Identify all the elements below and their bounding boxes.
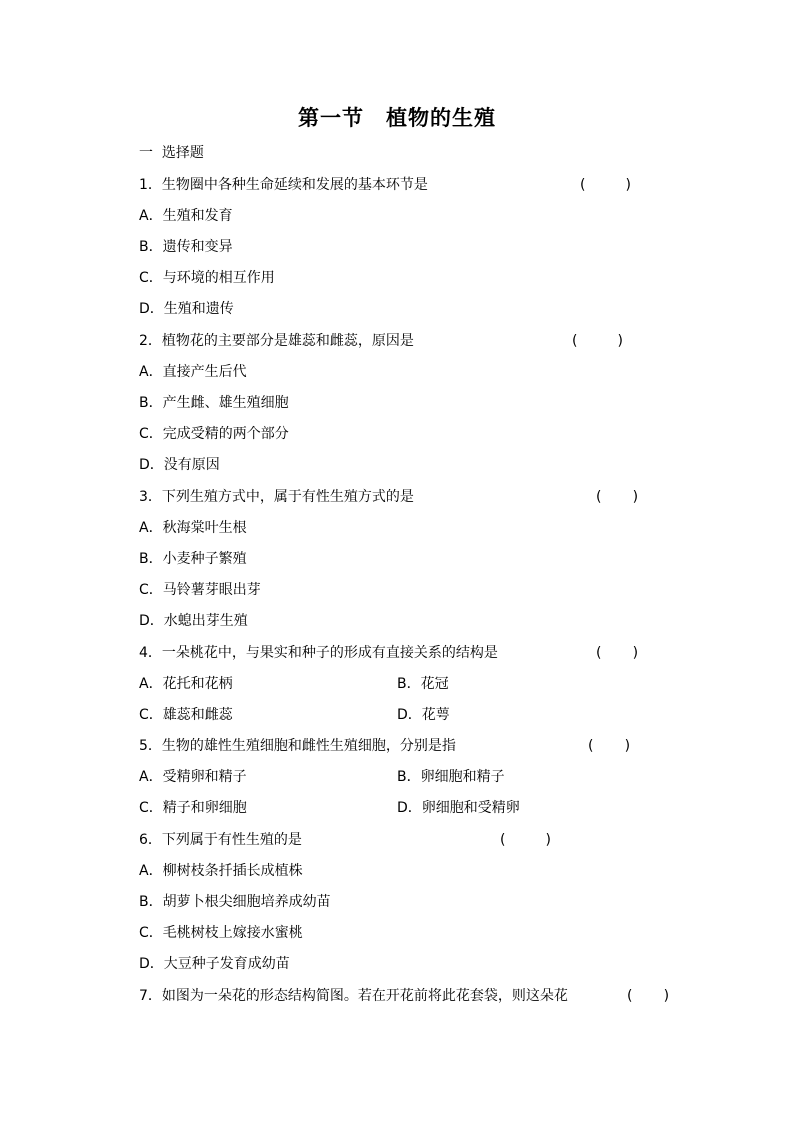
question-6-stem: 6．下列属于有性生殖的是 xyxy=(139,832,302,848)
question-5-option-a: A．受精卵和精子 xyxy=(139,769,247,785)
question-6-option-a: A．柳树枝条扦插长成植株 xyxy=(139,863,303,879)
question-5-option-c: C．精子和卵细胞 xyxy=(139,800,247,816)
question-3-answer-blank: ( ) xyxy=(596,489,639,505)
question-5-option-b: B．卵细胞和精子 xyxy=(397,769,505,785)
question-3-stem: 3．下列生殖方式中，属于有性生殖方式的是 xyxy=(139,489,414,505)
question-7-answer-blank: ( ) xyxy=(627,988,670,1004)
question-7-stem: 7．如图为一朵花的形态结构简图。若在开花前将此花套袋，则这朵花 xyxy=(139,988,568,1004)
question-3-option-d: D．水螅出芽生殖 xyxy=(139,613,248,629)
question-1-option-c: C．与环境的相互作用 xyxy=(139,270,275,286)
question-6-option-c: C．毛桃树枝上嫁接水蜜桃 xyxy=(139,925,303,941)
question-6-answer-blank: ( ) xyxy=(500,832,551,848)
question-3-option-c: C．马铃薯芽眼出芽 xyxy=(139,582,261,598)
question-4-option-b: B．花冠 xyxy=(397,676,449,692)
question-6-option-d: D．大豆种子发育成幼苗 xyxy=(139,956,290,972)
question-2-option-c: C．完成受精的两个部分 xyxy=(139,426,289,442)
question-1-option-a: A．生殖和发育 xyxy=(139,208,233,224)
question-6-option-b: B．胡萝卜根尖细胞培养成幼苗 xyxy=(139,894,331,910)
question-1-option-d: D．生殖和遗传 xyxy=(139,301,234,317)
question-4-option-a: A．花托和花柄 xyxy=(139,676,233,692)
question-2-option-b: B．产生雌、雄生殖细胞 xyxy=(139,395,289,411)
question-2-option-d: D．没有原因 xyxy=(139,457,220,473)
question-4-stem: 4．一朵桃花中，与果实和种子的形成有直接关系的结构是 xyxy=(139,645,498,661)
question-2-answer-blank: ( ) xyxy=(572,333,623,349)
question-5-stem: 5．生物的雄性生殖细胞和雌性生殖细胞，分别是指 xyxy=(139,738,456,754)
question-1-stem: 1．生物圈中各种生命延续和发展的基本环节是 xyxy=(139,177,428,193)
question-5-option-d: D．卵细胞和受精卵 xyxy=(397,800,520,816)
question-1-option-b: B．遗传和变异 xyxy=(139,239,233,255)
section-heading: 一 选择题 xyxy=(139,145,204,161)
question-3-option-b: B．小麦种子繁殖 xyxy=(139,551,247,567)
question-1-answer-blank: ( ) xyxy=(580,177,631,193)
question-2-stem: 2．植物花的主要部分是雄蕊和雌蕊，原因是 xyxy=(139,333,414,349)
question-4-option-d: D．花萼 xyxy=(397,707,450,723)
question-4-answer-blank: ( ) xyxy=(596,645,639,661)
question-4-option-c: C．雄蕊和雌蕊 xyxy=(139,707,233,723)
question-2-option-a: A．直接产生后代 xyxy=(139,364,247,380)
question-5-answer-blank: ( ) xyxy=(588,738,631,754)
question-3-option-a: A．秋海棠叶生根 xyxy=(139,520,247,536)
page-title: 第一节 植物的生殖 xyxy=(298,106,496,130)
